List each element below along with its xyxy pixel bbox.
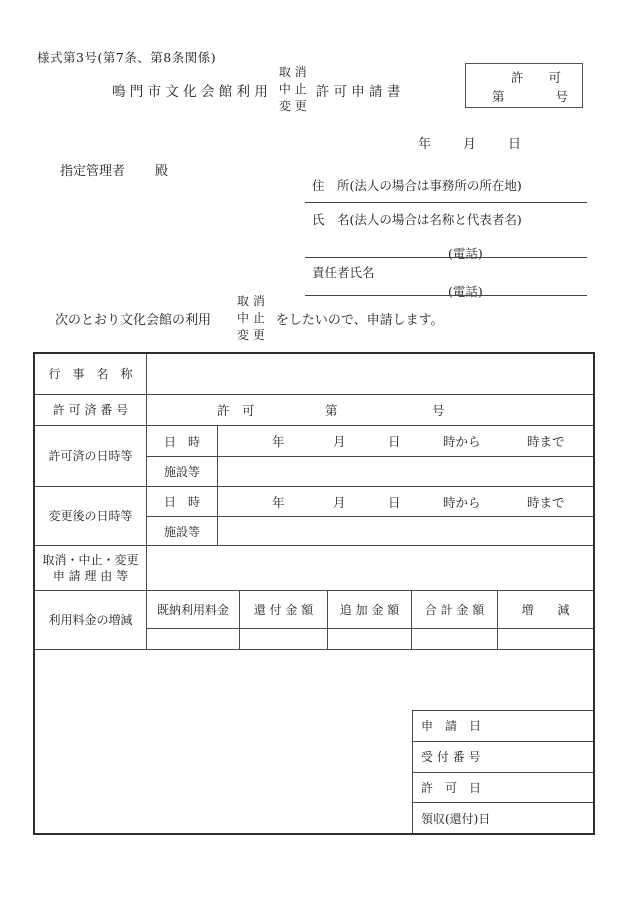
- changed-start-label: 時から: [443, 494, 481, 510]
- form-style-number: 様式第3号(第7条、第8条関係): [37, 50, 217, 65]
- fee-total-field: [412, 629, 498, 650]
- statement-prefix: 次のとおり文化会館の利用: [55, 313, 212, 328]
- title-action-stack: [279, 64, 307, 115]
- approved-datetime-label: 許可済の日時等: [35, 426, 147, 487]
- permit-box-number-line: [466, 87, 582, 105]
- reason-label-line1: 取消・中止・変更: [42, 553, 139, 567]
- fee-col-addition-label: 追 加 金 額: [328, 591, 412, 629]
- addressee-label: 指定管理者: [60, 164, 126, 179]
- changed-end-label: 時まで: [527, 494, 565, 510]
- title-action-change: 変 更: [278, 99, 307, 113]
- changed-day-label: 日: [388, 494, 401, 510]
- fee-change-field: [498, 629, 593, 650]
- fee-col-paid-label: 既納利用料金: [147, 591, 240, 629]
- permit-box-dai: 第: [492, 89, 505, 104]
- changed-facility-sub-label: 施設等: [147, 517, 218, 546]
- title-application-text: 許 可 申 請 書: [315, 83, 401, 100]
- title-action-cancel: 取 消: [278, 65, 307, 79]
- reception-number-row: 受 付 番 号: [413, 741, 593, 772]
- address-field-underline: [305, 202, 587, 203]
- fee-row: [35, 591, 593, 650]
- reason-row: [35, 546, 593, 591]
- addressee-line: [60, 160, 168, 179]
- manager-name-label: 責任者氏名: [312, 265, 375, 280]
- approved-facility-sub-label: 施設等: [147, 457, 218, 487]
- permit-number-row: [35, 395, 593, 426]
- reason-label-line2: 申 請 理 由 等: [52, 569, 129, 583]
- phone-label-1: (電話): [448, 246, 483, 261]
- fee-addition-field: [328, 629, 412, 650]
- application-date-line: 年 月 日: [418, 137, 524, 152]
- title-action-suspend: 中 止: [278, 82, 307, 96]
- approved-facility-field: [218, 457, 593, 487]
- statement-suffix: をしたいので、申請します。: [275, 313, 444, 328]
- approved-day-label: 日: [388, 434, 401, 449]
- form-title: [112, 64, 400, 115]
- changed-year-label: 年: [272, 494, 285, 510]
- approved-end-label: 時まで: [527, 434, 565, 449]
- reason-field: [147, 546, 593, 591]
- fee-label: 利用料金の増減: [35, 591, 147, 650]
- changed-datetime-row: [35, 487, 593, 546]
- permit-box-go: 号: [555, 89, 568, 104]
- receipt-refund-date-row: 領収(還付)日: [413, 802, 593, 833]
- reason-label: [35, 546, 147, 591]
- changed-datetime-label: 変更後の日時等: [35, 487, 147, 546]
- address-field-label: 住 所(法人の場合は事務所の所在地): [312, 178, 522, 193]
- statement-action-suspend: 中 止: [237, 311, 265, 325]
- approved-datetime-row: [35, 426, 593, 487]
- permit-number-dai: 第: [325, 403, 338, 418]
- statement-action-cancel: 取 消: [237, 294, 265, 308]
- permission-date-row: 許 可 日: [413, 772, 593, 803]
- phone-label-2: (電話): [448, 284, 483, 299]
- application-statement: [55, 293, 444, 344]
- fee-col-total-label: 合 計 金 額: [412, 591, 498, 629]
- office-use-table: [412, 710, 593, 833]
- changed-month-label: 月: [333, 494, 346, 510]
- approved-datetime-field: [218, 426, 593, 457]
- fee-refund-field: [240, 629, 328, 650]
- fee-paid-field: [147, 629, 240, 650]
- changed-datetime-field: [218, 487, 593, 517]
- name-field-underline: [305, 257, 587, 258]
- permit-number-field: [147, 395, 593, 426]
- approved-year-label: 年: [272, 434, 285, 449]
- event-name-field: [147, 354, 593, 395]
- approved-datetime-sub-label: 日 時: [147, 426, 218, 457]
- changed-facility-field: [218, 517, 593, 546]
- application-date-row: 申 請 日: [421, 719, 482, 734]
- name-field-label: 氏 名(法人の場合は名称と代表者名): [312, 212, 522, 227]
- event-name-label: 行 事 名 称: [35, 354, 147, 395]
- title-facility-text: 鳴 門 市 文 化 会 館 利 用: [112, 83, 268, 100]
- permit-number-go: 号: [432, 403, 445, 418]
- addressee-honorific: 殿: [155, 164, 169, 179]
- statement-action-change: 変 更: [237, 328, 265, 342]
- bottom-blank-area: [35, 650, 593, 833]
- permit-number-box: [465, 63, 583, 108]
- application-detail-table: [33, 352, 595, 835]
- fee-col-change-label: 増 減: [498, 591, 593, 629]
- permit-number-prefix: 許 可: [217, 403, 255, 418]
- statement-action-stack: [237, 293, 265, 344]
- changed-datetime-sub-label: 日 時: [147, 487, 218, 517]
- permit-box-label: 許 可: [510, 70, 561, 85]
- approved-month-label: 月: [333, 434, 346, 449]
- fee-col-refund-label: 還 付 金 額: [240, 591, 328, 629]
- permit-number-label: 許 可 済 番 号: [35, 395, 147, 426]
- event-name-row: [35, 354, 593, 395]
- approved-start-label: 時から: [443, 434, 481, 449]
